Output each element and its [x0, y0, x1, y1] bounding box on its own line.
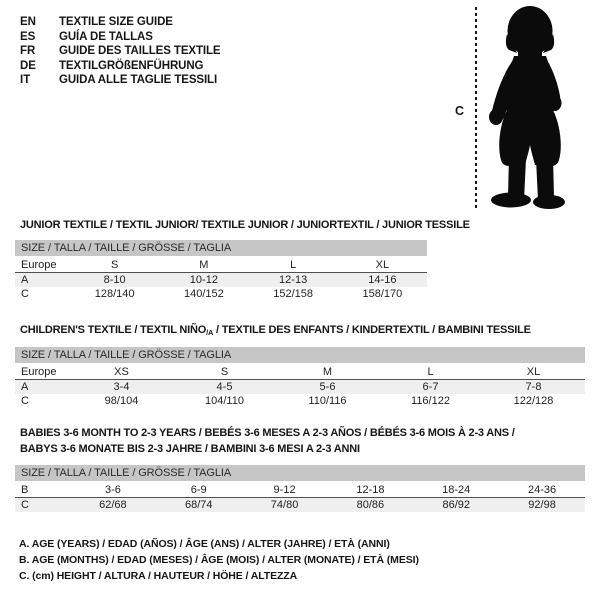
size-header-bar: SIZE / TALLA / TAILLE / GRÖSSE / TAGLIA [15, 347, 585, 363]
height-cell: 80/86 [356, 499, 385, 511]
size-cell: XL [375, 259, 390, 271]
language-row [20, 59, 221, 74]
height-cell: 116/122 [411, 395, 450, 407]
row-label: B [21, 484, 29, 496]
size-cell: XL [526, 366, 541, 378]
age-cell: 10-12 [189, 274, 218, 286]
height-cell: 68/74 [184, 499, 213, 511]
height-cell: 128/140 [94, 288, 135, 300]
size-header-bar: SIZE / TALLA / TAILLE / GRÖSSE / TAGLIA [15, 240, 427, 256]
row-label: Europe [21, 259, 57, 271]
height-cell: 86/92 [442, 499, 470, 511]
row-label: A [21, 381, 29, 393]
age-cell: 4-5 [216, 381, 233, 393]
age-cell: 5-6 [319, 381, 336, 393]
row-label: C [21, 499, 29, 511]
size-cell: M [322, 366, 333, 378]
children-size-table [15, 347, 585, 408]
babies-size-table [15, 465, 585, 512]
size-header-bar: SIZE / TALLA / TAILLE / GRÖSSE / TAGLIA [15, 465, 585, 481]
language-code: EN [20, 16, 36, 28]
row-label: A [21, 274, 29, 286]
language-title: TEXTILGRÖßENFÜHRUNG [59, 59, 204, 72]
months-cell: 6-9 [190, 484, 207, 496]
legend-height-cm: C. (cm) HEIGHT / ALTURA / HAUTEUR / HÖHE / ALTEZZA [19, 570, 298, 582]
language-row [20, 30, 221, 45]
age-cell: 14-16 [368, 274, 397, 286]
language-title: TEXTILE SIZE GUIDE [59, 16, 173, 28]
size-cell: M [199, 259, 209, 271]
age-cell: 3-4 [113, 381, 130, 393]
height-cell: 98/104 [104, 395, 139, 407]
height-cell: 110/116 [308, 395, 347, 407]
table-row-height [15, 498, 585, 512]
table-row-age [15, 273, 427, 287]
age-cell: 7-8 [525, 381, 542, 393]
height-cell: 74/80 [270, 499, 299, 511]
height-cell: 62/68 [99, 499, 127, 511]
language-row [20, 44, 221, 59]
height-measure-dashed-line [475, 7, 477, 208]
height-cell: 158/170 [362, 288, 403, 300]
size-cell: XS [114, 366, 129, 378]
children-title-text: / TEXTILE DES ENFANTS / KINDERTEXTIL / BAMBINI TESSILE [213, 324, 531, 336]
children-title-subscript: /A [206, 328, 214, 337]
language-title: GUIDA ALLE TAGLIE TESSILI [59, 74, 218, 87]
children-title-text: CHILDREN'S TEXTILE / TEXTIL NIÑO [20, 324, 207, 336]
months-cell: 12-18 [356, 484, 385, 496]
legend-age-months: B. AGE (MONTHS) / EDAD (MESES) / ÂGE (MOIS) / ALTER (MONATE) / ETÀ (MESI) [19, 554, 419, 566]
height-cell: 140/152 [183, 288, 224, 300]
table-row-months [15, 483, 585, 497]
babies-section-title [20, 425, 515, 457]
height-cell: 92/98 [528, 499, 556, 511]
language-title: GUÍA DE TALLAS [59, 30, 153, 43]
table-row-height [15, 287, 427, 301]
language-code: IT [20, 74, 31, 87]
row-label: Europe [21, 366, 57, 378]
age-cell: 8-10 [103, 274, 126, 286]
language-row [20, 73, 221, 88]
measurement-legend [19, 536, 419, 584]
table-row-height [15, 394, 585, 408]
height-cell: 122/128 [513, 395, 554, 407]
size-cell: L [290, 259, 297, 271]
months-cell: 18-24 [442, 484, 471, 496]
size-cell: S [220, 366, 229, 378]
baby-silhouette-icon [484, 4, 580, 210]
babies-title-line1: BABIES 3-6 MONTH TO 2-3 YEARS / BEBÉS 3-6 MESES A 2-3 AÑOS / BÉBÉS 3-6 MOIS À 2-3 ANS / [20, 427, 515, 439]
babies-title-line2: BABYS 3-6 MONATE BIS 2-3 JAHRE / BAMBINI 3-6 MESI A 2-3 ANNI [20, 443, 360, 455]
months-cell: 24-36 [527, 484, 557, 496]
language-row [20, 15, 221, 30]
language-title: GUIDE DES TAILLES TEXTILE [59, 45, 221, 58]
size-cell: S [110, 259, 119, 271]
language-code: ES [20, 30, 36, 43]
height-measure-label: C [455, 104, 465, 118]
language-title-list [20, 15, 221, 88]
junior-section-title: JUNIOR TEXTILE / TEXTIL JUNIOR/ TEXTILE JUNIOR / JUNIORTEXTIL / JUNIOR TESSILE [20, 219, 470, 231]
children-section-title [20, 324, 531, 337]
table-row-age [15, 380, 585, 394]
height-cell: 152/158 [273, 288, 313, 300]
months-cell: 9-12 [273, 484, 296, 496]
size-cell: L [427, 366, 434, 378]
junior-size-table [15, 240, 427, 301]
age-cell: 12-13 [279, 274, 308, 286]
row-label: C [21, 395, 29, 407]
legend-age-years: A. AGE (YEARS) / EDAD (AÑOS) / ÂGE (ANS) / ALTER (JAHRE) / ETÀ (ANNI) [19, 538, 390, 550]
language-code: FR [20, 45, 36, 58]
table-row-europe [15, 258, 427, 272]
table-row-europe [15, 365, 585, 379]
language-code: DE [20, 59, 36, 72]
age-cell: 6-7 [422, 381, 439, 393]
height-cell: 104/110 [205, 395, 244, 407]
months-cell: 3-6 [104, 484, 121, 496]
row-label: C [21, 288, 29, 300]
